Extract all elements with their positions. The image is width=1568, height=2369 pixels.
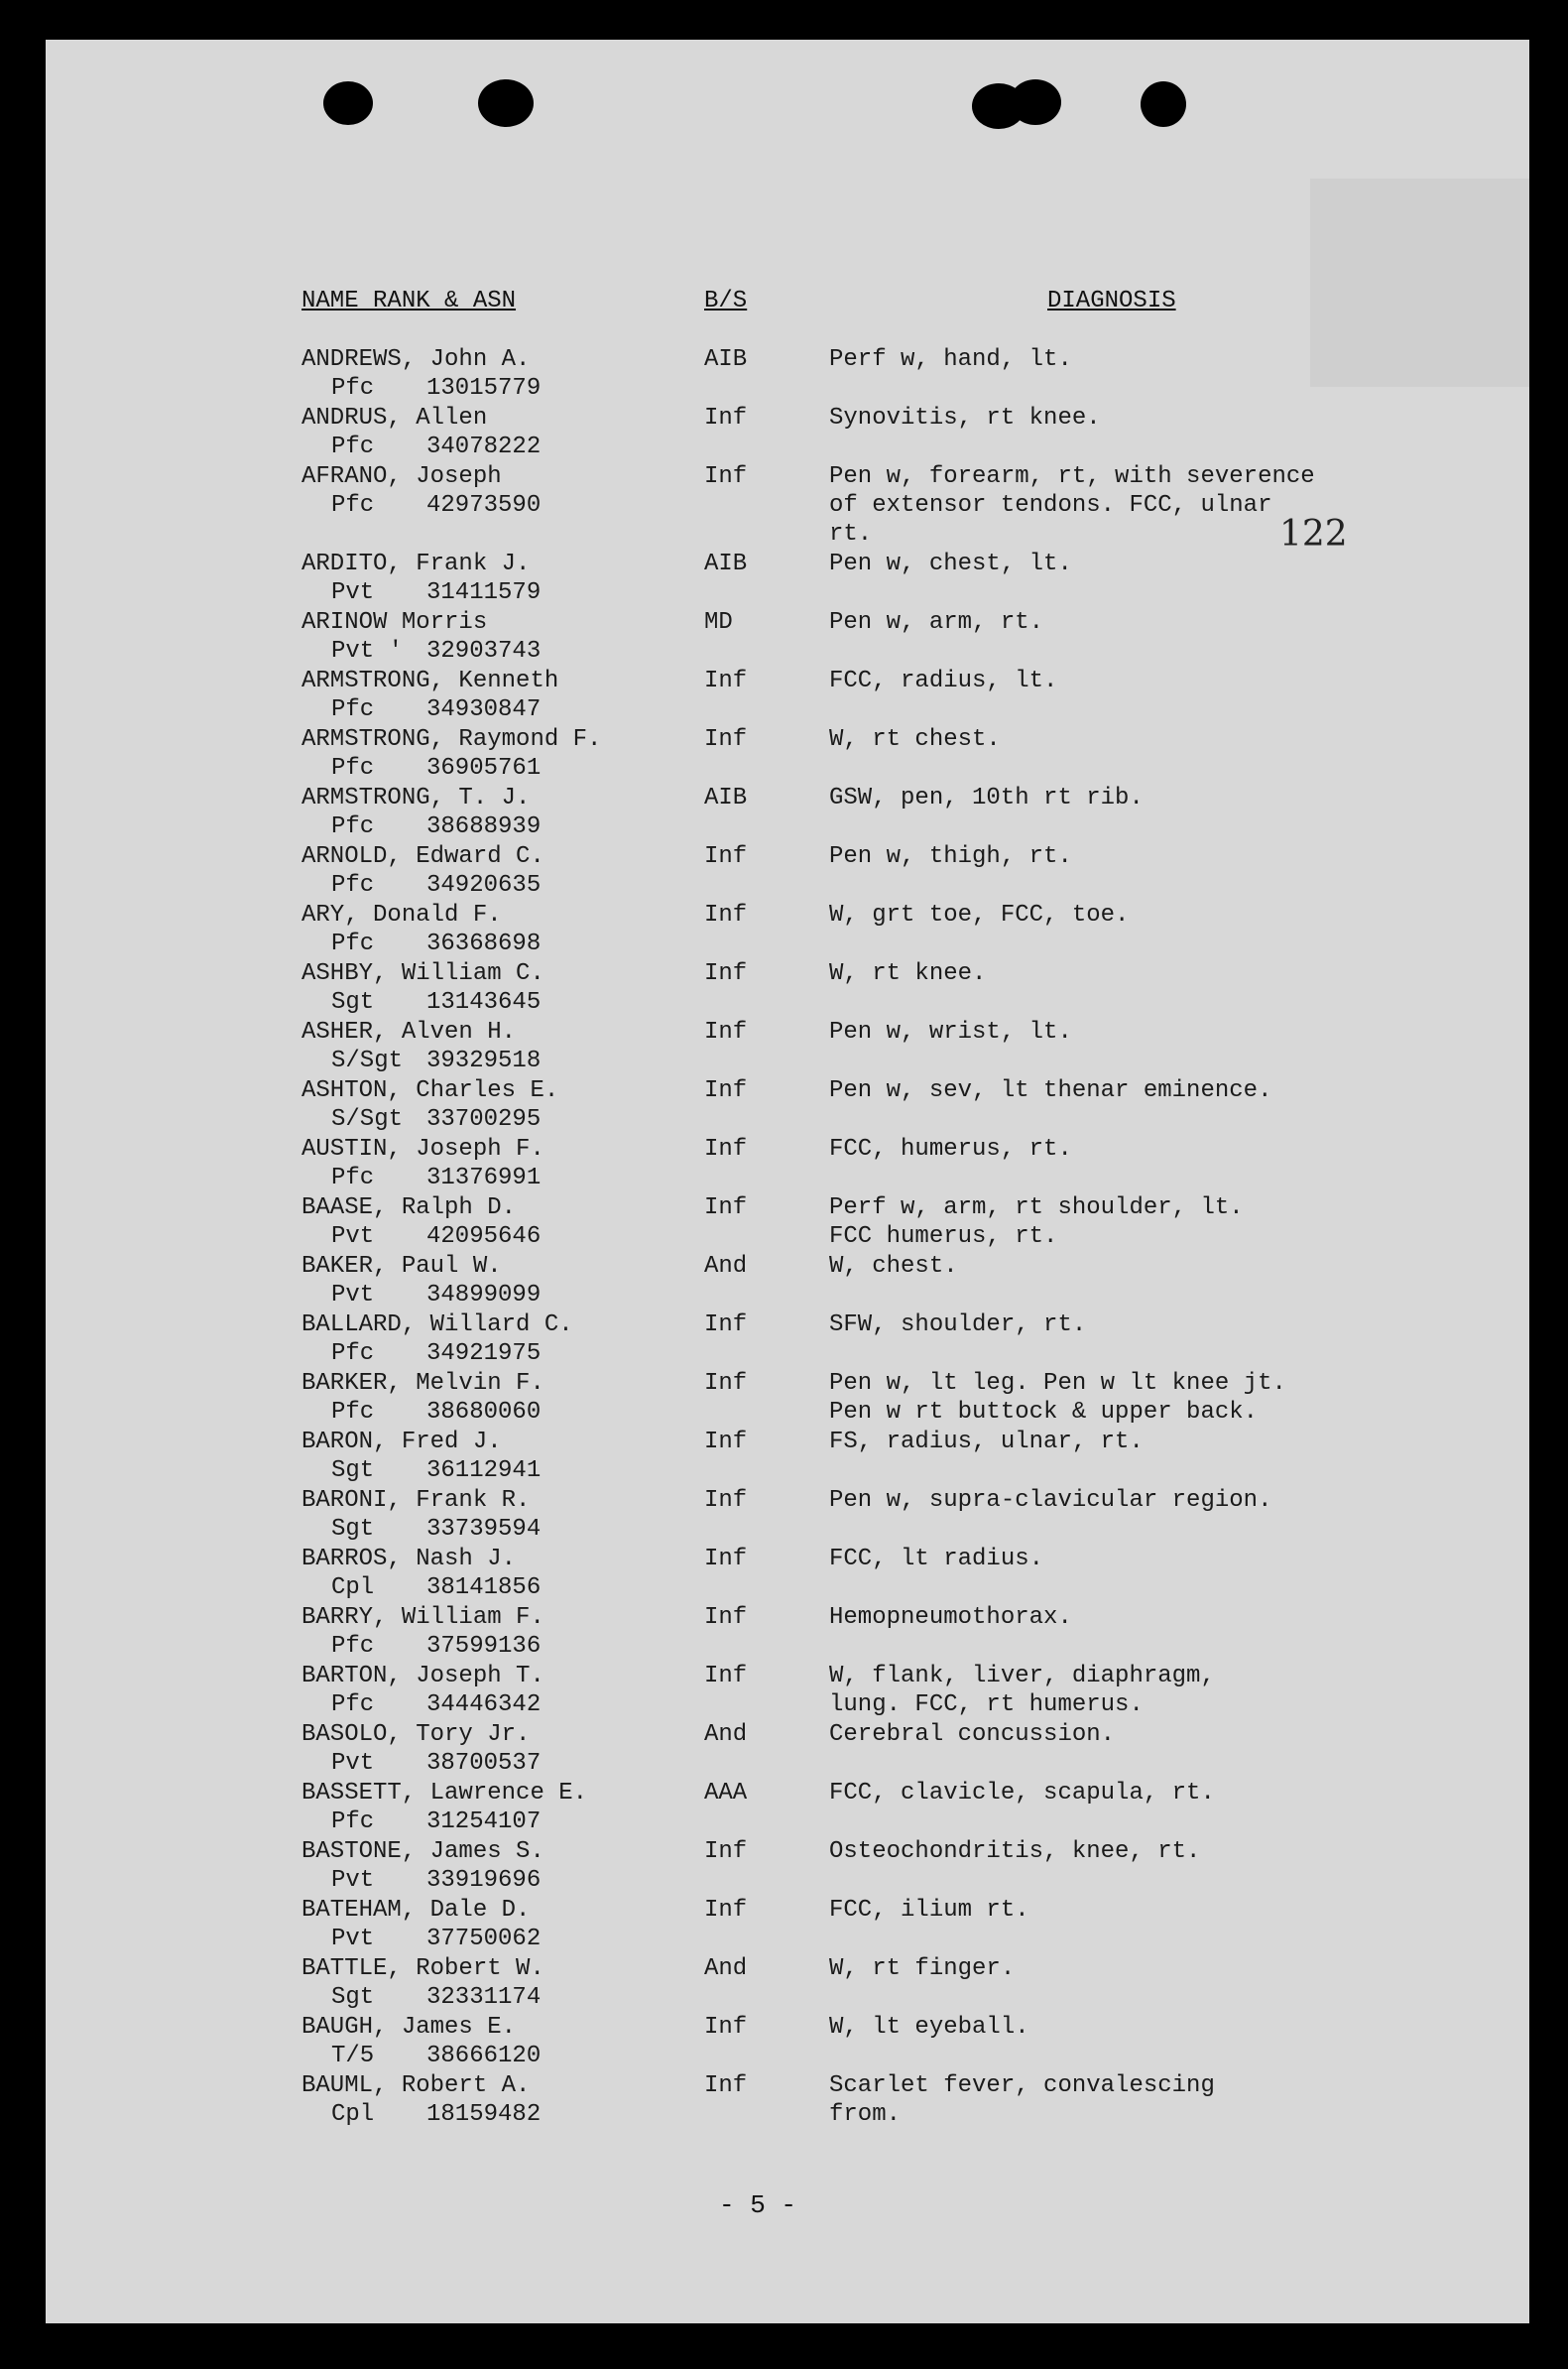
entry-diagnosis: FCC, clavicle, scapula, rt.	[829, 1780, 1215, 1807]
table-row	[46, 1486, 1529, 1545]
table-row	[46, 784, 1529, 842]
entry-rank: S/Sgt	[331, 1048, 404, 1074]
table-row	[46, 1369, 1529, 1428]
entry-rank: Cpl	[331, 2101, 375, 2128]
table-row	[46, 1603, 1529, 1662]
entry-asn: 33739594	[426, 1516, 542, 1543]
entry-bs: Inf	[704, 1663, 748, 1689]
entry-bs: And	[704, 1721, 748, 1748]
table-row	[46, 2071, 1529, 2130]
entry-asn: 38700537	[426, 1750, 542, 1777]
table-row	[46, 550, 1529, 608]
entry-asn: 32903743	[426, 638, 542, 665]
entry-bs: Inf	[704, 960, 748, 987]
table-row	[46, 1779, 1529, 1837]
entry-asn: 31411579	[426, 579, 542, 606]
entry-name: ASHBY, William C.	[302, 960, 544, 987]
entry-rank: Sgt	[331, 1516, 375, 1543]
entry-rank: T/5	[331, 2043, 375, 2069]
entry-asn: 33919696	[426, 1867, 542, 1894]
entry-diagnosis: Perf w, arm, rt shoulder, lt.	[829, 1194, 1244, 1221]
table-row	[46, 1310, 1529, 1369]
entry-rank: Pfc	[331, 434, 375, 460]
entry-asn: 31254107	[426, 1808, 542, 1835]
entry-bs: AIB	[704, 785, 748, 811]
entry-rank: Pvt '	[331, 638, 404, 665]
entry-diagnosis: Pen w, supra-clavicular region.	[829, 1487, 1272, 1514]
punch-hole-2	[478, 79, 534, 127]
entry-asn: 42973590	[426, 492, 542, 519]
entry-bs: Inf	[704, 843, 748, 870]
entry-name: AUSTIN, Joseph F.	[302, 1136, 544, 1163]
entry-name: ARINOW Morris	[302, 609, 488, 636]
entry-name: BARKER, Melvin F.	[302, 1370, 544, 1397]
entry-bs: Inf	[704, 1136, 748, 1163]
entry-bs: Inf	[704, 1311, 748, 1338]
entry-diagnosis: W, rt finger.	[829, 1955, 1016, 1982]
table-row	[46, 1193, 1529, 1252]
entry-asn: 31376991	[426, 1165, 542, 1191]
entry-diagnosis: from.	[829, 2101, 902, 2128]
entry-name: ARMSTRONG, Kenneth	[302, 668, 559, 694]
entry-diagnosis: W, rt chest.	[829, 726, 1001, 753]
document-page	[46, 40, 1529, 2323]
entry-diagnosis: of extensor tendons. FCC, ulnar	[829, 492, 1272, 519]
entry-name: BARROS, Nash J.	[302, 1546, 517, 1572]
entry-diagnosis: Synovitis, rt knee.	[829, 405, 1101, 432]
entry-asn: 33700295	[426, 1106, 542, 1133]
entry-bs: Inf	[704, 726, 748, 753]
table-row	[46, 1545, 1529, 1603]
entry-bs: AAA	[704, 1780, 748, 1807]
table-row	[46, 1837, 1529, 1896]
entry-name: BATEHAM, Dale D.	[302, 1897, 531, 1924]
entry-diagnosis: Osteochondritis, knee, rt.	[829, 1838, 1201, 1865]
punch-hole-1	[323, 81, 373, 125]
entry-bs: And	[704, 1955, 748, 1982]
table-row	[46, 2013, 1529, 2071]
entry-name: ANDREWS, John A.	[302, 346, 531, 373]
entry-asn: 36368698	[426, 931, 542, 957]
entry-asn: 37750062	[426, 1926, 542, 1952]
entry-asn: 38680060	[426, 1399, 542, 1426]
table-row	[46, 1076, 1529, 1135]
entry-diagnosis: W, grt toe, FCC, toe.	[829, 902, 1130, 929]
entry-diagnosis: Hemopneumothorax.	[829, 1604, 1072, 1631]
entry-diagnosis: FCC, lt radius.	[829, 1546, 1044, 1572]
entry-name: BARRY, William F.	[302, 1604, 544, 1631]
entry-name: BARONI, Frank R.	[302, 1487, 531, 1514]
entry-diagnosis: GSW, pen, 10th rt rib.	[829, 785, 1144, 811]
entry-bs: Inf	[704, 1370, 748, 1397]
entry-rank: Pvt	[331, 1282, 375, 1309]
page-number-text: - 5 -	[718, 2190, 796, 2220]
entry-name: ASHER, Alven H.	[302, 1019, 517, 1046]
entry-rank: Pfc	[331, 931, 375, 957]
entry-bs: AIB	[704, 346, 748, 373]
entry-asn: 34930847	[426, 696, 542, 723]
entry-name: ARDITO, Frank J.	[302, 551, 531, 577]
entry-diagnosis: FCC, humerus, rt.	[829, 1136, 1072, 1163]
table-row	[46, 1896, 1529, 1954]
entry-asn: 34446342	[426, 1691, 542, 1718]
entry-diagnosis: Pen w, thigh, rt.	[829, 843, 1072, 870]
entry-rank: Sgt	[331, 989, 375, 1016]
table-row	[46, 1720, 1529, 1779]
entry-bs: Inf	[704, 405, 748, 432]
entry-diagnosis: Cerebral concussion.	[829, 1721, 1116, 1748]
entry-name: BATTLE, Robert W.	[302, 1955, 544, 1982]
table-row	[46, 1135, 1529, 1193]
table-row	[46, 901, 1529, 959]
entry-bs: Inf	[704, 1019, 748, 1046]
entry-diagnosis: W, rt knee.	[829, 960, 987, 987]
table-row	[46, 404, 1529, 462]
entry-diagnosis: FS, radius, ulnar, rt.	[829, 1429, 1144, 1455]
page-stamp: 122	[1279, 514, 1348, 555]
entry-diagnosis: Pen w, sev, lt thenar eminence.	[829, 1077, 1272, 1104]
entry-asn: 36905761	[426, 755, 542, 782]
table-row	[46, 345, 1529, 404]
entry-diagnosis: lung. FCC, rt humerus.	[829, 1691, 1144, 1718]
entry-bs: Inf	[704, 1546, 748, 1572]
entry-diagnosis: FCC, ilium rt.	[829, 1897, 1029, 1924]
entry-asn: 34078222	[426, 434, 542, 460]
punch-hole-4	[1010, 79, 1061, 125]
entry-bs: Inf	[704, 902, 748, 929]
entry-asn: 38666120	[426, 2043, 542, 2069]
entry-bs: Inf	[704, 1429, 748, 1455]
entry-asn: 18159482	[426, 2101, 542, 2128]
entry-bs: MD	[704, 609, 733, 636]
entry-rank: Pfc	[331, 1808, 375, 1835]
entry-diagnosis: rt.	[829, 521, 873, 548]
entry-name: BASSETT, Lawrence E.	[302, 1780, 588, 1807]
entry-rank: Sgt	[331, 1457, 375, 1484]
entry-rank: Pfc	[331, 1340, 375, 1367]
entry-bs: Inf	[704, 1604, 748, 1631]
entry-asn: 13143645	[426, 989, 542, 1016]
entry-diagnosis: W, lt eyeball.	[829, 2014, 1029, 2041]
table-row	[46, 667, 1529, 725]
entry-diagnosis: Pen w, chest, lt.	[829, 551, 1072, 577]
entry-rank: Pfc	[331, 375, 375, 402]
table-row	[46, 1252, 1529, 1310]
entry-asn: 34899099	[426, 1282, 542, 1309]
entry-diagnosis: Perf w, hand, lt.	[829, 346, 1072, 373]
header-diagnosis: DIAGNOSIS	[1047, 288, 1176, 314]
entry-diagnosis: Pen w, wrist, lt.	[829, 1019, 1072, 1046]
entry-diagnosis: W, chest.	[829, 1253, 958, 1280]
entry-asn: 32331174	[426, 1984, 542, 2011]
table-row	[46, 1428, 1529, 1486]
entry-rank: Pfc	[331, 755, 375, 782]
entry-rank: Pfc	[331, 1165, 375, 1191]
header-name-rank-asn: NAME RANK & ASN	[302, 288, 517, 314]
entry-bs: And	[704, 1253, 748, 1280]
entry-diagnosis: Scarlet fever, convalescing	[829, 2072, 1215, 2099]
entry-asn: 38141856	[426, 1574, 542, 1601]
entry-diagnosis: Pen w rt buttock & upper back.	[829, 1399, 1259, 1426]
entry-name: ARY, Donald F.	[302, 902, 502, 929]
entry-bs: Inf	[704, 1077, 748, 1104]
entry-bs: Inf	[704, 463, 748, 490]
table-row	[46, 608, 1529, 667]
header-bs: B/S	[704, 288, 748, 314]
entry-asn: 34921975	[426, 1340, 542, 1367]
entry-name: AFRANO, Joseph	[302, 463, 502, 490]
entry-bs: Inf	[704, 2014, 748, 2041]
entry-asn: 13015779	[426, 375, 542, 402]
entry-name: BASTONE, James S.	[302, 1838, 544, 1865]
punch-hole-5	[1141, 81, 1186, 127]
entry-name: BARON, Fred J.	[302, 1429, 502, 1455]
entry-name: ANDRUS, Allen	[302, 405, 488, 432]
entry-bs: Inf	[704, 2072, 748, 2099]
entry-rank: S/Sgt	[331, 1106, 404, 1133]
entry-name: BAKER, Paul W.	[302, 1253, 502, 1280]
entry-rank: Pvt	[331, 1867, 375, 1894]
entry-name: ARNOLD, Edward C.	[302, 843, 544, 870]
table-row	[46, 1954, 1529, 2013]
entry-name: BAUGH, James E.	[302, 2014, 517, 2041]
entry-asn: 36112941	[426, 1457, 542, 1484]
table-row	[46, 1662, 1529, 1720]
entry-diagnosis: FCC humerus, rt.	[829, 1223, 1058, 1250]
entry-name: BAUML, Robert A.	[302, 2072, 531, 2099]
entry-rank: Pvt	[331, 1223, 375, 1250]
entry-rank: Sgt	[331, 1984, 375, 2011]
table-row	[46, 462, 1529, 550]
entry-diagnosis: Pen w, forearm, rt, with severence	[829, 463, 1315, 490]
entry-bs: Inf	[704, 1897, 748, 1924]
entry-rank: Pfc	[331, 1399, 375, 1426]
entry-asn: 38688939	[426, 813, 542, 840]
entry-rank: Pvt	[331, 579, 375, 606]
table-row	[46, 959, 1529, 1018]
entry-rank: Pfc	[331, 492, 375, 519]
entry-bs: Inf	[704, 1194, 748, 1221]
table-row	[46, 1018, 1529, 1076]
entry-asn: 34920635	[426, 872, 542, 899]
entry-bs: Inf	[704, 668, 748, 694]
entry-diagnosis: FCC, radius, lt.	[829, 668, 1058, 694]
entry-asn: 37599136	[426, 1633, 542, 1660]
page-number	[46, 2190, 1529, 2220]
entry-name: ASHTON, Charles E.	[302, 1077, 559, 1104]
entry-name: BAASE, Ralph D.	[302, 1194, 517, 1221]
entry-diagnosis: W, flank, liver, diaphragm,	[829, 1663, 1215, 1689]
entry-rank: Cpl	[331, 1574, 375, 1601]
entry-diagnosis: Pen w, lt leg. Pen w lt knee jt.	[829, 1370, 1286, 1397]
entry-rank: Pvt	[331, 1926, 375, 1952]
entry-bs: Inf	[704, 1487, 748, 1514]
entry-name: ARMSTRONG, T. J.	[302, 785, 531, 811]
entry-asn: 42095646	[426, 1223, 542, 1250]
entry-bs: AIB	[704, 551, 748, 577]
entry-name: BASOLO, Tory Jr.	[302, 1721, 531, 1748]
entry-rank: Pfc	[331, 1691, 375, 1718]
entry-rank: Pfc	[331, 1633, 375, 1660]
entry-name: ARMSTRONG, Raymond F.	[302, 726, 602, 753]
entry-rank: Pfc	[331, 872, 375, 899]
entry-rank: Pvt	[331, 1750, 375, 1777]
entry-diagnosis: Pen w, arm, rt.	[829, 609, 1044, 636]
entry-rank: Pfc	[331, 813, 375, 840]
table-row	[46, 842, 1529, 901]
entry-name: BALLARD, Willard C.	[302, 1311, 573, 1338]
table-row	[46, 725, 1529, 784]
entry-asn: 39329518	[426, 1048, 542, 1074]
entry-list	[46, 345, 1529, 2130]
entry-rank: Pfc	[331, 696, 375, 723]
entry-diagnosis: SFW, shoulder, rt.	[829, 1311, 1087, 1338]
entry-bs: Inf	[704, 1838, 748, 1865]
entry-name: BARTON, Joseph T.	[302, 1663, 544, 1689]
